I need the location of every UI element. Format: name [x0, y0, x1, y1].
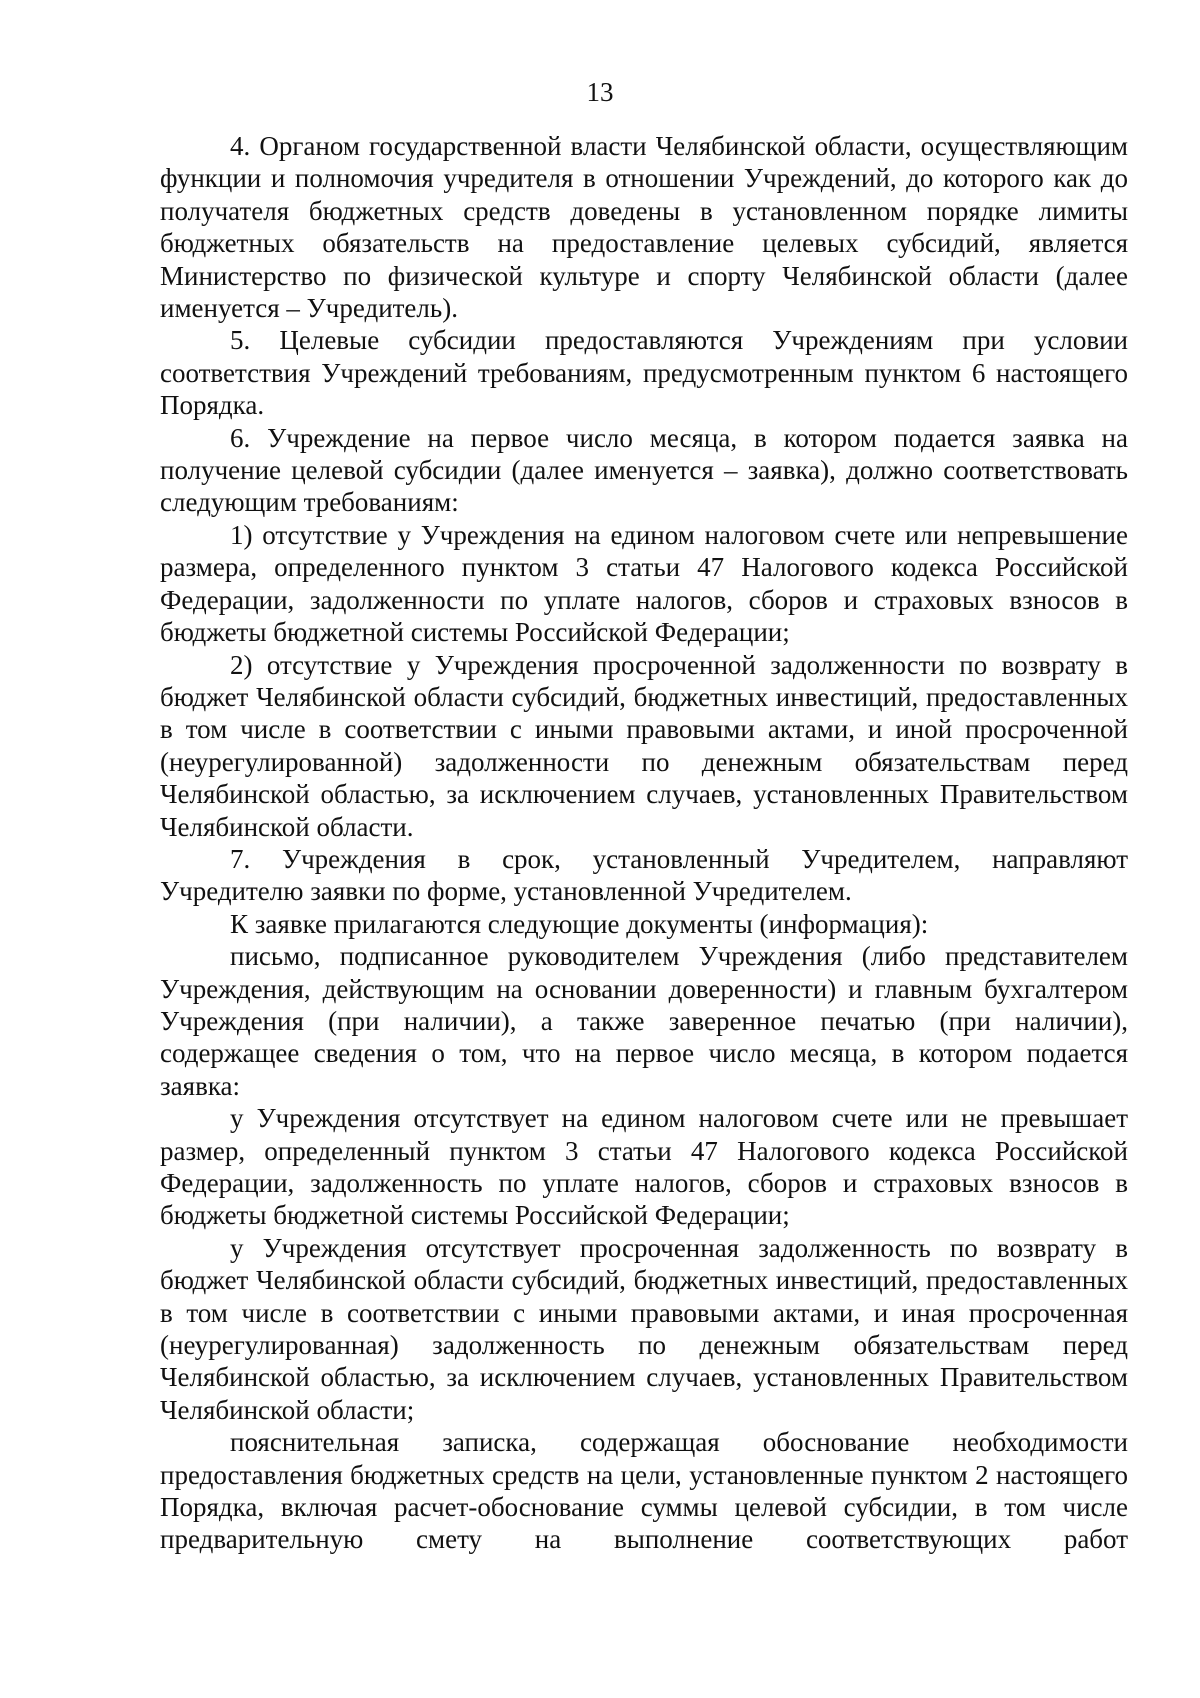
paragraph-clause-6: 6. Учреждение на первое число месяца, в котором подается заявка на получение целевой субсидии (далее именуется – заявка), должно соответствовать следующим требованиям:	[160, 422, 1128, 518]
paragraph-clause-4: 4. Органом государственной власти Челябинской области, осуществляющим функции и полномочия учредителя в отношении Учреждений, до которого как до получателя бюджетных средств доведены в установленном порядке лимиты бюджетных обязательств на предоставление целевых субсидий, является Министерство по физической культуре и спорту Челябинской области (далее именуется – Учредитель).	[160, 131, 1128, 324]
paragraph-requirement-2: 2) отсутствие у Учреждения просроченной задолженности по возврату в бюджет Челябинской области субсидий, бюджетных инвестиций, предоставленных в том числе в соответствии с иными правовыми актами, и иной просроченной (неурегулированной) задолженности по денежным обязательствам перед Челябинской областью, за исключением случаев, установленных Правительством Челябинской области.	[160, 649, 1128, 842]
document-body	[160, 130, 1128, 1556]
paragraph-clause-5: 5. Целевые субсидии предоставляются Учреждениям при условии соответствия Учреждений требованиям, предусмотренным пунктом 6 настоящего Порядка.	[160, 325, 1128, 421]
paragraph-explanatory-note: пояснительная записка, содержащая обоснование необходимости предоставления бюджетных средств на цели, установленные пунктом 2 настоящего Порядка, включая расчет-обоснование суммы целевой субсидии, в том числе предварительную смету на выполнение соответствующих работ	[160, 1427, 1128, 1555]
paragraph-letter: письмо, подписанное руководителем Учреждения (либо представителем Учреждения, действующим на основании доверенности) и главным бухгалтером Учреждения (при наличии), а также заверенное печатью (при наличии), содержащее сведения о том, что на первое число месяца, в котором подается заявка:	[160, 941, 1128, 1101]
paragraph-attachments-intro: К заявке прилагаются следующие документы (информация):	[230, 908, 929, 939]
paragraph-tax-debt: у Учреждения отсутствует на едином налоговом счете или не превышает размер, определенный пунктом 3 статьи 47 Налогового кодекса Российской Федерации, задолженность по уплате налогов, сборов и страховых взносов в бюджеты бюджетной системы Российской Федерации;	[160, 1103, 1128, 1231]
paragraph-requirement-1: 1) отсутствие у Учреждения на едином налоговом счете или непревышение размера, определенного пунктом 3 статьи 47 Налогового кодекса Российской Федерации, задолженности по уплате налогов, сборов и страховых взносов в бюджеты бюджетной системы Российской Федерации;	[160, 519, 1128, 648]
paragraph-clause-7: 7. Учреждения в срок, установленный Учредителем, направляют Учредителю заявки по форме, установленной Учредителем.	[160, 843, 1128, 907]
page-number: 13	[586, 77, 614, 107]
paragraph-overdue-debt: у Учреждения отсутствует просроченная задолженность по возврату в бюджет Челябинской области субсидий, бюджетных инвестиций, предоставленных в том числе в соответствии с иными правовыми актами, и иная просроченная (неурегулированная) задолженность по денежным обязательствам перед Челябинской областью, за исключением случаев, установленных Правительством Челябинской области;	[160, 1232, 1128, 1425]
